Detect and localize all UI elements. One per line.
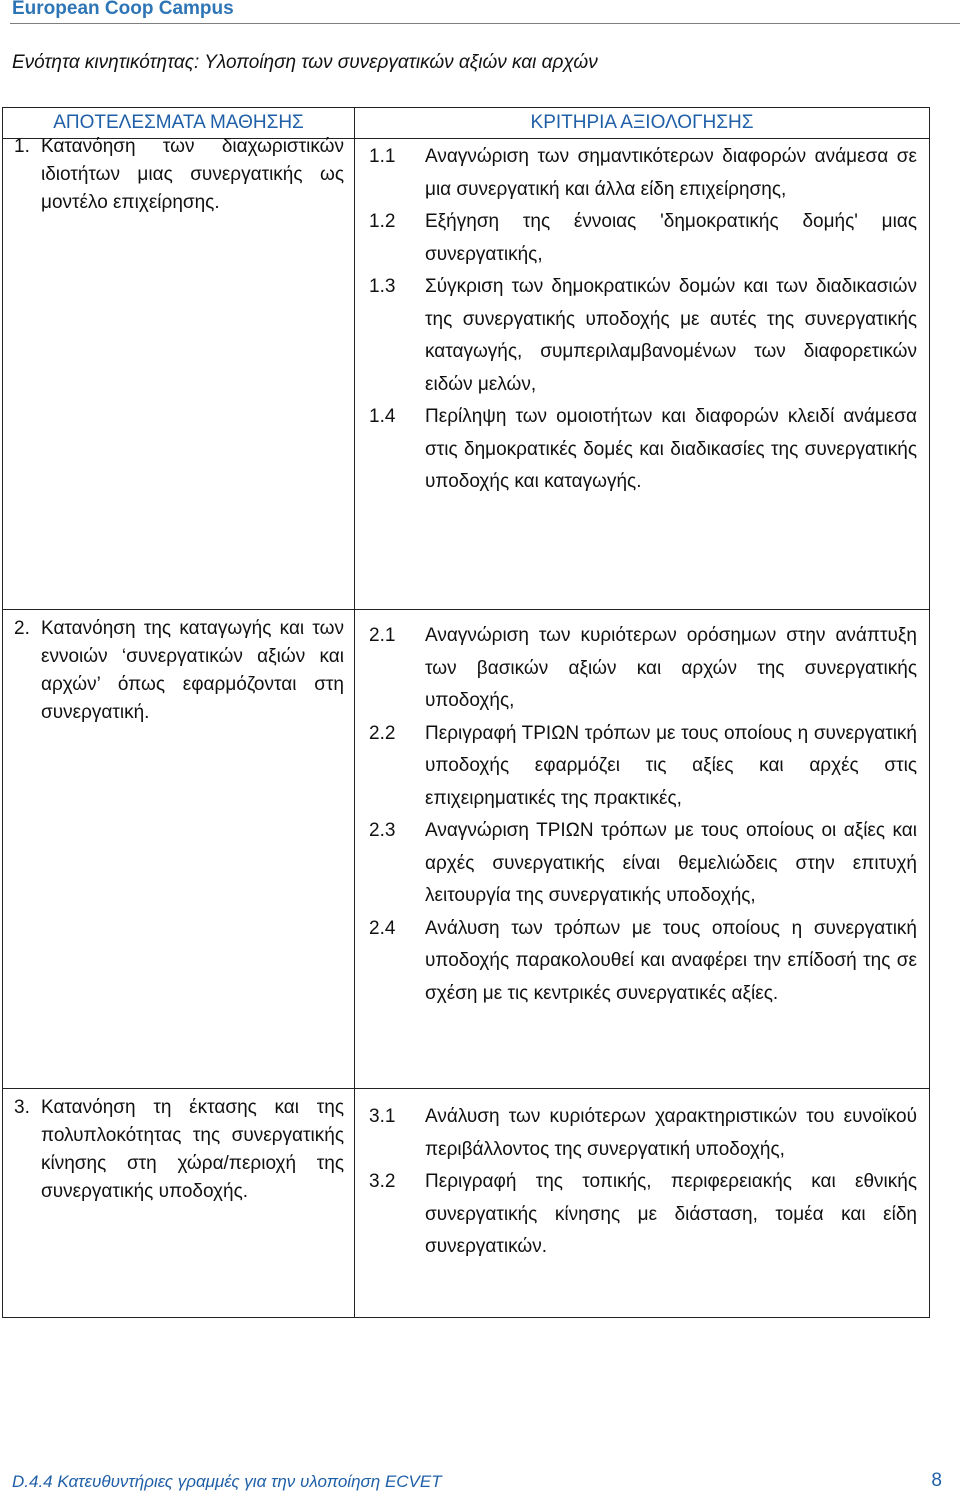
criterion-item [369, 271, 917, 401]
criterion-number: 3.1 [369, 1106, 396, 1127]
criterion-text: Περιγραφή ΤΡΙΩΝ τρόπων με τους οποίους η συνεργατική υποδοχής εφαρμόζει τις αξίες και αρχές στις επιχειρηματικές της πρακτικές, [425, 722, 917, 809]
outcome-number: 2. [14, 618, 30, 639]
outcome-cell [3, 1089, 355, 1318]
outcome-text: Κατανόηση τη έκτασης και της πολυπλοκότητας της συνεργατικής κίνησης στη χώρα/περιοχή της συνεργατικής υποδοχής. [41, 1097, 344, 1202]
footer-document-title: D.4.4 Κατευθυντήριες γραμμές για την υλοποίηση ECVET [12, 1472, 442, 1491]
table-row [3, 139, 930, 610]
assessment-criteria-header: ΚΡΙΤΗΡΙΑ ΑΞΙΟΛΟΓΗΣΗΣ [355, 108, 930, 139]
criterion-item [369, 1101, 917, 1166]
outcome-cell [3, 610, 355, 1089]
learning-outcome [3, 1094, 354, 1206]
learning-outcome [3, 615, 354, 727]
learning-outcome [3, 133, 354, 217]
criterion-text: Αναγνώριση των σημαντικότερων διαφορών ανάμεσα σε μια συνεργατική και άλλα είδη επιχείρησης, [425, 146, 917, 200]
criterion-item [369, 401, 917, 499]
criterion-text: Αναγνώριση των κυριότερων ορόσημων στην ανάπτυξη των βασικών αξιών και αρχών της συνεργατικής υποδοχής, [425, 625, 917, 711]
outcome-text: Κατανόηση της καταγωγής και των εννοιών ‘συνεργατικών αξιών και αρχών’ όπως εφαρμόζονται στη συνεργατική. [41, 618, 344, 723]
criterion-number: 1.3 [369, 276, 396, 297]
header-divider [10, 23, 960, 24]
document-header-title: European Coop Campus [12, 0, 234, 19]
criterion-item [369, 913, 917, 1011]
criterion-number: 2.3 [369, 820, 396, 841]
criterion-text: Περίληψη των ομοιοτήτων και διαφορών κλειδί ανάμεσα στις δημοκρατικές δομές και διαδικασίες της συνεργατικής υποδοχής και καταγωγής. [425, 406, 917, 492]
outcome-cell [3, 136, 355, 610]
criteria-cell [355, 610, 930, 1089]
table-row [3, 610, 930, 1089]
table-row [3, 1089, 930, 1318]
criterion-text: Ανάλυση των τρόπων με τους οποίους η συνεργατική υποδοχής παρακολουθεί και αναφέρει την επίδοσή της σε σχέση με τις κεντρικές συνεργατικές αξίες. [425, 917, 917, 1004]
criterion-number: 2.4 [369, 917, 396, 939]
learning-outcomes-table [2, 107, 930, 1318]
criterion-item [369, 1166, 917, 1264]
criterion-text: Ανάλυση των κυριότερων χαρακτηριστικών του ευνοϊκού περιβάλλοντος της συνεργατική υποδοχής, [425, 1106, 917, 1160]
criterion-item [369, 620, 917, 718]
learning-outcomes-header: ΑΠΟΤΕΛΕΣΜΑΤΑ ΜΑΘΗΣΗΣ [3, 108, 355, 139]
criterion-number: 2.1 [369, 625, 396, 646]
criteria-cell [355, 1089, 930, 1318]
criterion-text: Σύγκριση των δημοκρατικών δομών και των διαδικασιών της συνεργατικής υποδοχής με αυτές της συνεργατικής καταγωγής, συμπεριλαμβανομένων των διαφορετικών ειδών μελών, [425, 276, 917, 395]
criterion-item [369, 815, 917, 913]
page-number: 8 [931, 1470, 942, 1491]
criteria-cell [355, 139, 930, 610]
criterion-item [369, 141, 917, 206]
outcome-number: 1. [14, 136, 30, 157]
outcome-text: Κατανόηση των διαχωριστικών ιδιοτήτων μιας συνεργατικής ως μοντέλο επιχείρησης. [41, 136, 344, 213]
criterion-text: Περιγραφή της τοπικής, περιφερειακής και εθνικής συνεργατικής κίνησης με διάσταση, τομέα και είδη συνεργατικών. [425, 1171, 917, 1257]
unit-title: Ενότητα κινητικότητας: Υλοποίηση των συνεργατικών αξιών και αρχών [12, 52, 598, 73]
criterion-item [369, 718, 917, 816]
criterion-number: 1.1 [369, 146, 396, 167]
criterion-number: 1.2 [369, 211, 396, 232]
criterion-text: Αναγνώριση ΤΡΙΩΝ τρόπων με τους οποίους οι αξίες και αρχές συνεργατικής είναι θεμελιώδεις στην επιτυχή λειτουργία της συνεργατικής υποδοχής, [425, 820, 917, 906]
outcome-number: 3. [14, 1097, 30, 1118]
criterion-number: 3.2 [369, 1171, 396, 1192]
criterion-item [369, 206, 917, 271]
criterion-text: Εξήγηση της έννοιας 'δημοκρατικής δομής' μιας συνεργατικής, [425, 211, 917, 265]
criterion-number: 2.2 [369, 722, 396, 744]
criterion-number: 1.4 [369, 406, 396, 427]
